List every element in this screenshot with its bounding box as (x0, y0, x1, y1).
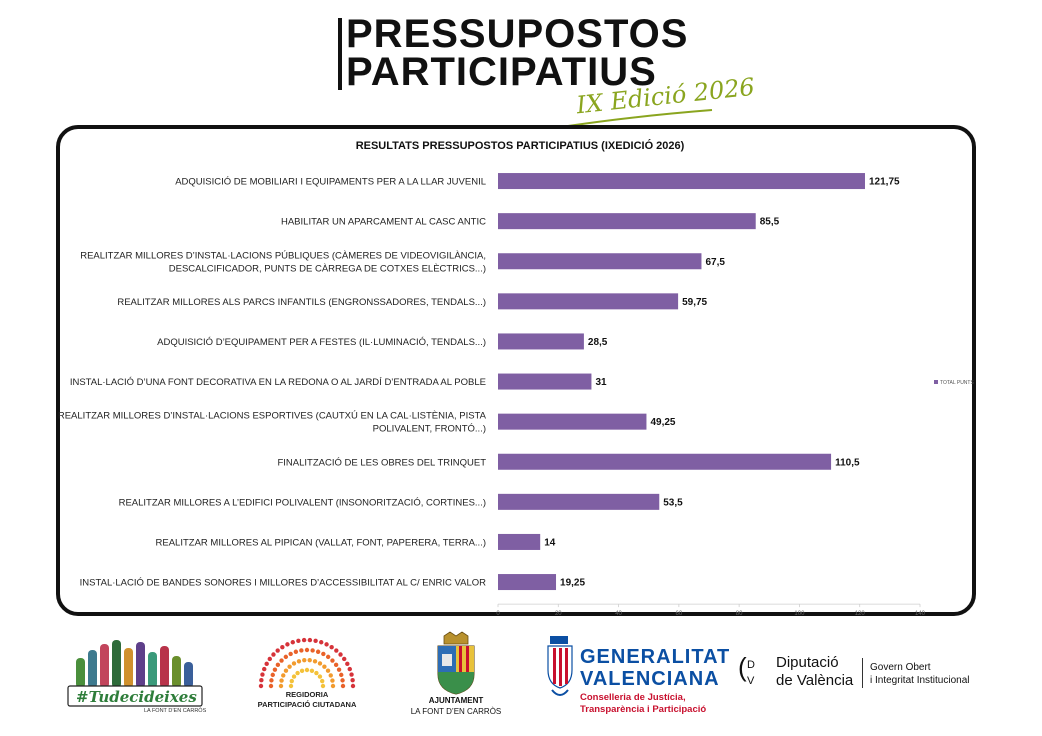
diputacio-divider (862, 658, 863, 688)
bar (498, 534, 540, 550)
value-label: 49,25 (650, 417, 676, 429)
x-tick-label: 120 (854, 611, 865, 618)
x-tick-label: 80 (735, 611, 743, 618)
legend-swatch (934, 380, 938, 384)
bar (498, 574, 556, 590)
dv-monogram-icon (736, 652, 770, 692)
bar (498, 494, 659, 510)
legend (934, 380, 974, 386)
ajuntament-line1: AJUNTAMENT (428, 696, 484, 705)
x-tick-label: 100 (794, 611, 805, 618)
bar (498, 333, 584, 349)
value-label: 67,5 (705, 256, 725, 268)
x-axis (496, 604, 925, 617)
bar (498, 374, 591, 390)
svg-text:D: D (747, 659, 755, 671)
bar (498, 253, 701, 269)
bar (498, 454, 831, 470)
generalitat-line3: Conselleria de Justícia, (580, 692, 686, 703)
semicircle-dots-icon (252, 638, 362, 690)
value-label: 59,75 (682, 296, 708, 308)
x-tick-label: 20 (554, 611, 562, 618)
category-labels (58, 177, 487, 589)
value-label: 19,25 (560, 577, 586, 589)
edition-label: IX Edició 2026 (575, 72, 757, 120)
bar (498, 213, 756, 229)
value-label: 110,5 (835, 457, 860, 469)
diputacio-line3: Govern Obert (870, 662, 931, 673)
svg-text:(: ( (738, 652, 747, 682)
bar (498, 173, 865, 189)
generalitat-line4: Transparència i Participació (580, 704, 707, 715)
bar-chart (57, 129, 974, 618)
ajuntament-logo (404, 632, 508, 720)
category-label: REALITZAR MILLORES D’INSTAL·LACIONS PÚBLIQUES (CÀMERES DE VIDEOVIGILÀNCIA, DESCALCIFICADOR, PUNTS DE CÀRREGA DE COTXES ELÈCTRICS...) (80, 250, 486, 275)
value-label: 53,5 (663, 497, 683, 509)
diputacio-line2: de València (776, 672, 854, 689)
bar (498, 293, 678, 309)
header-accent-bar (338, 18, 342, 90)
page-title-line2: PARTICIPATIUS (346, 50, 657, 94)
category-label: ADQUISICIÓ DE MOBILIARI I EQUIPAMENTS PER A LA LLAR JUVENIL (175, 176, 486, 188)
tudecideixes-logo (66, 636, 206, 718)
legend-label: TOTAL PUNTS (940, 380, 974, 386)
tudecideixes-sub: LA FONT D’EN CARRÒS (144, 708, 207, 714)
svg-text:V: V (747, 675, 755, 687)
ajuntament-line2: LA FONT D’EN CARRÒS (410, 707, 502, 716)
x-tick-label: 40 (615, 611, 622, 618)
generalitat-line2: VALENCIANA (580, 668, 720, 690)
generalitat-line1: GENERALITAT (580, 646, 731, 668)
page-title-line1: PRESSUPOSTOS (346, 12, 689, 56)
regidoria-line1: REGIDORIA (285, 690, 329, 699)
category-label: INSTAL·LACIÓ D’UNA FONT DECORATIVA EN LA REDONA O AL JARDÍ D’ENTRADA AL POBLE (69, 377, 486, 389)
regidoria-line2: PARTICIPACIÓ CIUTADANA (257, 700, 357, 709)
tudecideixes-tag: #Tudecideixes (76, 688, 197, 706)
bar (498, 414, 646, 430)
value-label: 31 (595, 377, 607, 389)
generalitat-emblem-icon (544, 634, 576, 704)
x-tick-label: 0 (496, 611, 500, 618)
value-label: 28,5 (587, 336, 608, 348)
category-label: ADQUISICIÓ D’EQUIPAMENT PER A FESTES (IL·LUMINACIÓ, TENDALS...) (157, 336, 486, 348)
value-label: 85,5 (759, 216, 780, 228)
category-label: HABILITAR UN APARCAMENT AL CASC ANTIC (280, 216, 486, 228)
generalitat-logo (544, 634, 731, 718)
value-labels (544, 177, 900, 589)
regidoria-logo (252, 638, 362, 718)
value-label: 121,75 (868, 176, 900, 188)
chart-title: RESULTATS PRESSUPOSTOS PARTICIPATIUS (IXEDICIÓ 2026) (355, 140, 685, 152)
category-label: REALITZAR MILLORES A L’EDIFICI POLIVALENT (INSONORITZACIÓ, CORTINES...) (118, 497, 486, 509)
category-label: REALITZAR MILLORES AL PIPICAN (VALLAT, FONT, PAPERERA, TERRA...) (155, 537, 486, 549)
diputacio-logo (736, 652, 988, 704)
x-tick-label: 140 (914, 611, 926, 618)
category-label: INSTAL·LACIÓ DE BANDES SONORES I MILLORES D’ACCESSIBILITAT AL C/ ENRIC VALOR (79, 577, 486, 589)
category-label: REALITZAR MILLORES D’INSTAL·LACIONS ESPORTIVES (CAUTXÚ EN LA CAL·LISTÈNIA, PISTA POLIVALENT, FRONTÓ...) (57, 410, 486, 435)
page-header (330, 8, 757, 126)
chart-frame (56, 125, 976, 616)
bars (498, 173, 865, 590)
diputacio-line1: Diputació (776, 654, 839, 671)
coat-of-arms-icon (404, 632, 508, 694)
category-label: REALITZAR MILLORES ALS PARCS INFANTILS (ENGRONSSADORES, TENDALS...) (117, 296, 486, 308)
category-label: FINALITZACIÓ DE LES OBRES DEL TRINQUET (277, 457, 486, 469)
diputacio-line4: i Integritat Institucional (870, 675, 970, 686)
value-label: 14 (544, 537, 556, 549)
x-tick-label: 60 (675, 611, 683, 618)
